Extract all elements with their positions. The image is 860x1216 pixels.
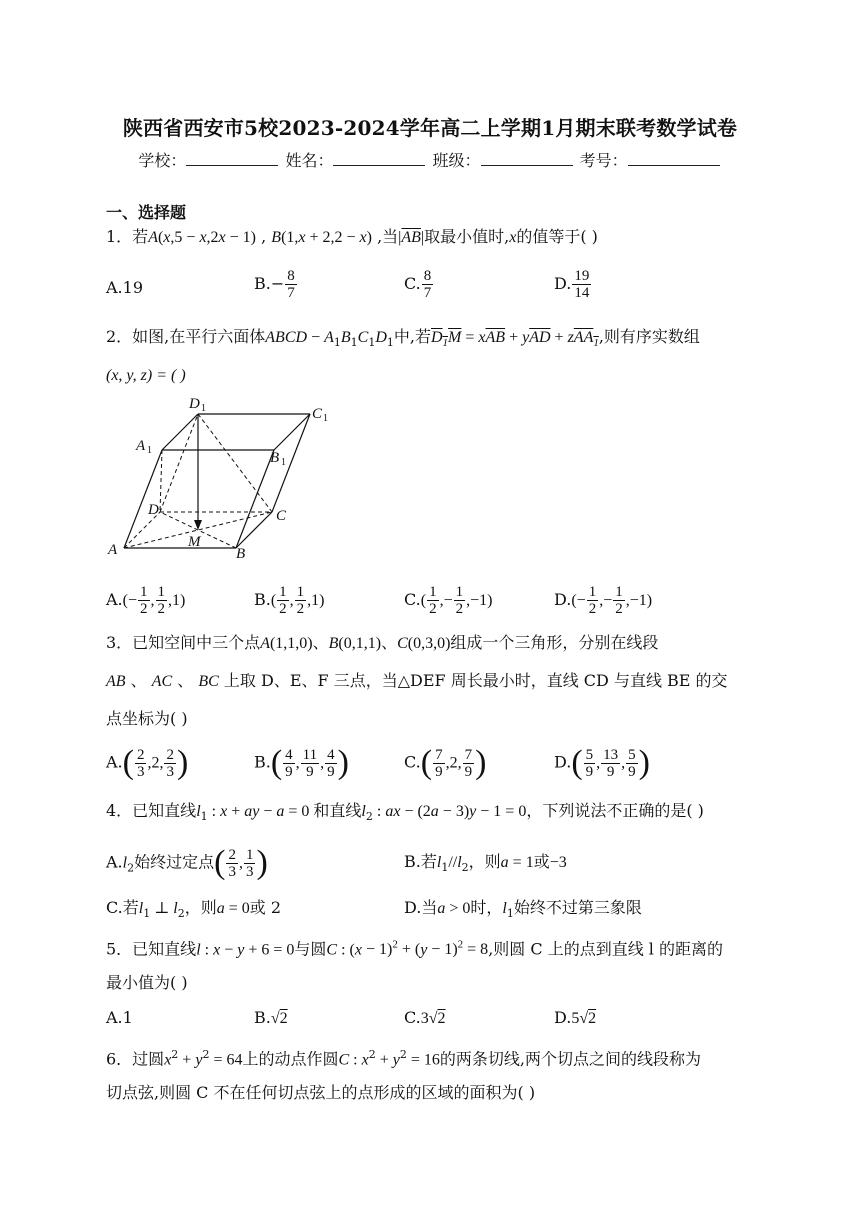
edge-aa1 bbox=[124, 450, 162, 548]
q5-option-a[interactable]: A.1 bbox=[106, 1008, 133, 1027]
q4-option-b[interactable]: B.若$l_1//l_2$，则a = 1或−3 bbox=[404, 852, 567, 875]
q5-option-d[interactable]: D.5√2 bbox=[554, 1008, 597, 1027]
q5-option-c[interactable]: C.3√2 bbox=[404, 1008, 446, 1027]
line-a1d bbox=[160, 450, 162, 512]
label-b1: B bbox=[270, 450, 280, 466]
question-1: 1．若A(x,5 − x,2x − 1) , B(1,x + 2,2 − x) ,当$|\overline{AB}|$取最小值时,x的值等于( ) bbox=[106, 227, 598, 246]
question-2: 2．如图,在平行六面体ABCD − $A_1B_1C_1D_1$中,若$D_1M = x\overline{AB} + y\overline{AD} + zAA_1$,则有序实数组 bbox=[106, 327, 700, 350]
edge-a1d1 bbox=[162, 414, 198, 450]
question-3-line3: 点坐标为( ) bbox=[106, 709, 188, 728]
school-label: 学校： bbox=[138, 151, 187, 170]
svg-text:1: 1 bbox=[323, 413, 328, 424]
q1-option-a[interactable]: A.19 bbox=[106, 278, 143, 297]
label-c: C bbox=[276, 508, 287, 524]
q2-option-a[interactable]: A.(− $\frac{1}{2}$ , $\frac{1}{2}$ ,1) bbox=[106, 584, 186, 617]
q2-option-b[interactable]: B.( $\frac{1}{2}$ , $\frac{1}{2}$ ,1) bbox=[254, 584, 325, 617]
question-6: 6．过圆$x^2 + y^2 = 64$上的动点作圆C : $x^2 + y^2 = 16$的两条切线,两个切点之间的线段称为 bbox=[106, 1048, 701, 1069]
svg-text:1: 1 bbox=[201, 403, 206, 414]
id-blank[interactable] bbox=[628, 151, 720, 166]
edge-dd1 bbox=[160, 414, 198, 512]
q2-option-c[interactable]: C.( $\frac{1}{2}$ ,− $\frac{1}{2}$ ,−1) bbox=[404, 584, 493, 617]
line-d1c bbox=[198, 414, 272, 512]
name-blank[interactable] bbox=[333, 151, 425, 166]
q3-option-a[interactable]: A.( $\frac{2}{3}$ ,2, $\frac{2}{3}$ ) bbox=[106, 744, 189, 781]
svg-text:1: 1 bbox=[147, 445, 152, 456]
name-label: 姓名： bbox=[285, 151, 334, 170]
student-info-line bbox=[0, 148, 860, 171]
q4-option-a[interactable]: $A.l_2$始终过定点( $\frac{2}{3}$ , $\frac{1}{3}$ ) bbox=[106, 844, 268, 881]
label-b: B bbox=[236, 546, 246, 562]
section-heading: 一、选择题 bbox=[106, 203, 187, 222]
q4-option-d[interactable]: D.当a > 0时，$l_1$始终不过第三象限 bbox=[404, 898, 642, 921]
label-d1: D bbox=[189, 396, 200, 412]
q3-option-d[interactable]: D.( $\frac{5}{9}$ , $\frac{13}{9}$ , $\frac{5}{9}$ ) bbox=[554, 744, 650, 781]
question-3: 3．已知空间中三个点A(1,1,0)、B(0,1,1)、C(0,3,0)组成一个三角形，分别在线段 bbox=[106, 633, 659, 652]
page-title: 陕西省西安市5校2023-2024学年高二上学期1月期末联考数学试卷 bbox=[122, 116, 738, 140]
question-4: 4．已知直线$l_1$ : x + ay − a = 0 和直线$l_2$ : ax − (2a − 3)y − 1 = 0，下列说法不正确的是( ) bbox=[106, 801, 704, 824]
q1-option-c[interactable]: C. $\frac{8}{7}$ bbox=[404, 268, 432, 301]
q5-option-b[interactable]: B.√2 bbox=[254, 1008, 288, 1027]
label-m: M bbox=[188, 534, 201, 550]
school-blank[interactable] bbox=[186, 151, 278, 166]
q4-option-c[interactable]: C.若$l_1$ ⊥ $l_2$，则a = 0或 2 bbox=[106, 898, 282, 921]
class-blank[interactable] bbox=[481, 151, 573, 166]
question-6-line2: 切点弦,则圆 C 不在任何切点弦上的点形成的区域的面积为( ) bbox=[106, 1083, 536, 1102]
q3-option-b[interactable]: B.( $\frac{4}{9}$ , $\frac{11}{9}$ , $\frac{4}{9}$ ) bbox=[254, 744, 349, 781]
class-label: 班级： bbox=[432, 151, 481, 170]
label-a1: A bbox=[136, 438, 146, 454]
question-5: 5．已知直线l : x − y + 6 = 0与圆C : $(x - 1)^2 + (y - 1)^2 = 8$,则圆 C 上的点到直线 l 的距离的 bbox=[106, 939, 723, 959]
edge-bc bbox=[236, 512, 272, 548]
svg-text:1: 1 bbox=[281, 457, 286, 468]
q1-option-b[interactable]: B.− $\frac{8}{7}$ bbox=[254, 268, 295, 301]
edge-c1b1 bbox=[274, 414, 310, 450]
id-label: 考号： bbox=[579, 151, 628, 170]
parallelepiped-figure bbox=[104, 392, 344, 564]
edge-bb1 bbox=[236, 450, 274, 548]
q3-option-c[interactable]: C.( $\frac{7}{9}$ ,2, $\frac{7}{9}$ ) bbox=[404, 744, 487, 781]
label-d: D bbox=[148, 502, 159, 518]
question-2-line2: (x, y, z) = ( ) bbox=[106, 367, 186, 384]
label-c1: C bbox=[312, 406, 323, 422]
label-a: A bbox=[108, 542, 118, 558]
question-5-line2: 最小值为( ) bbox=[106, 973, 188, 992]
question-3-line2: AB 、 AC 、 BC 上取 D、E、F 三点，当△DEF 周长最小时，直线 CD 与直线 BE 的交 bbox=[106, 671, 728, 690]
q1-option-d[interactable]: D. $\frac{19}{14}$ bbox=[554, 268, 590, 301]
q2-option-d[interactable]: D.(− $\frac{1}{2}$ ,− $\frac{1}{2}$ ,−1) bbox=[554, 584, 653, 617]
